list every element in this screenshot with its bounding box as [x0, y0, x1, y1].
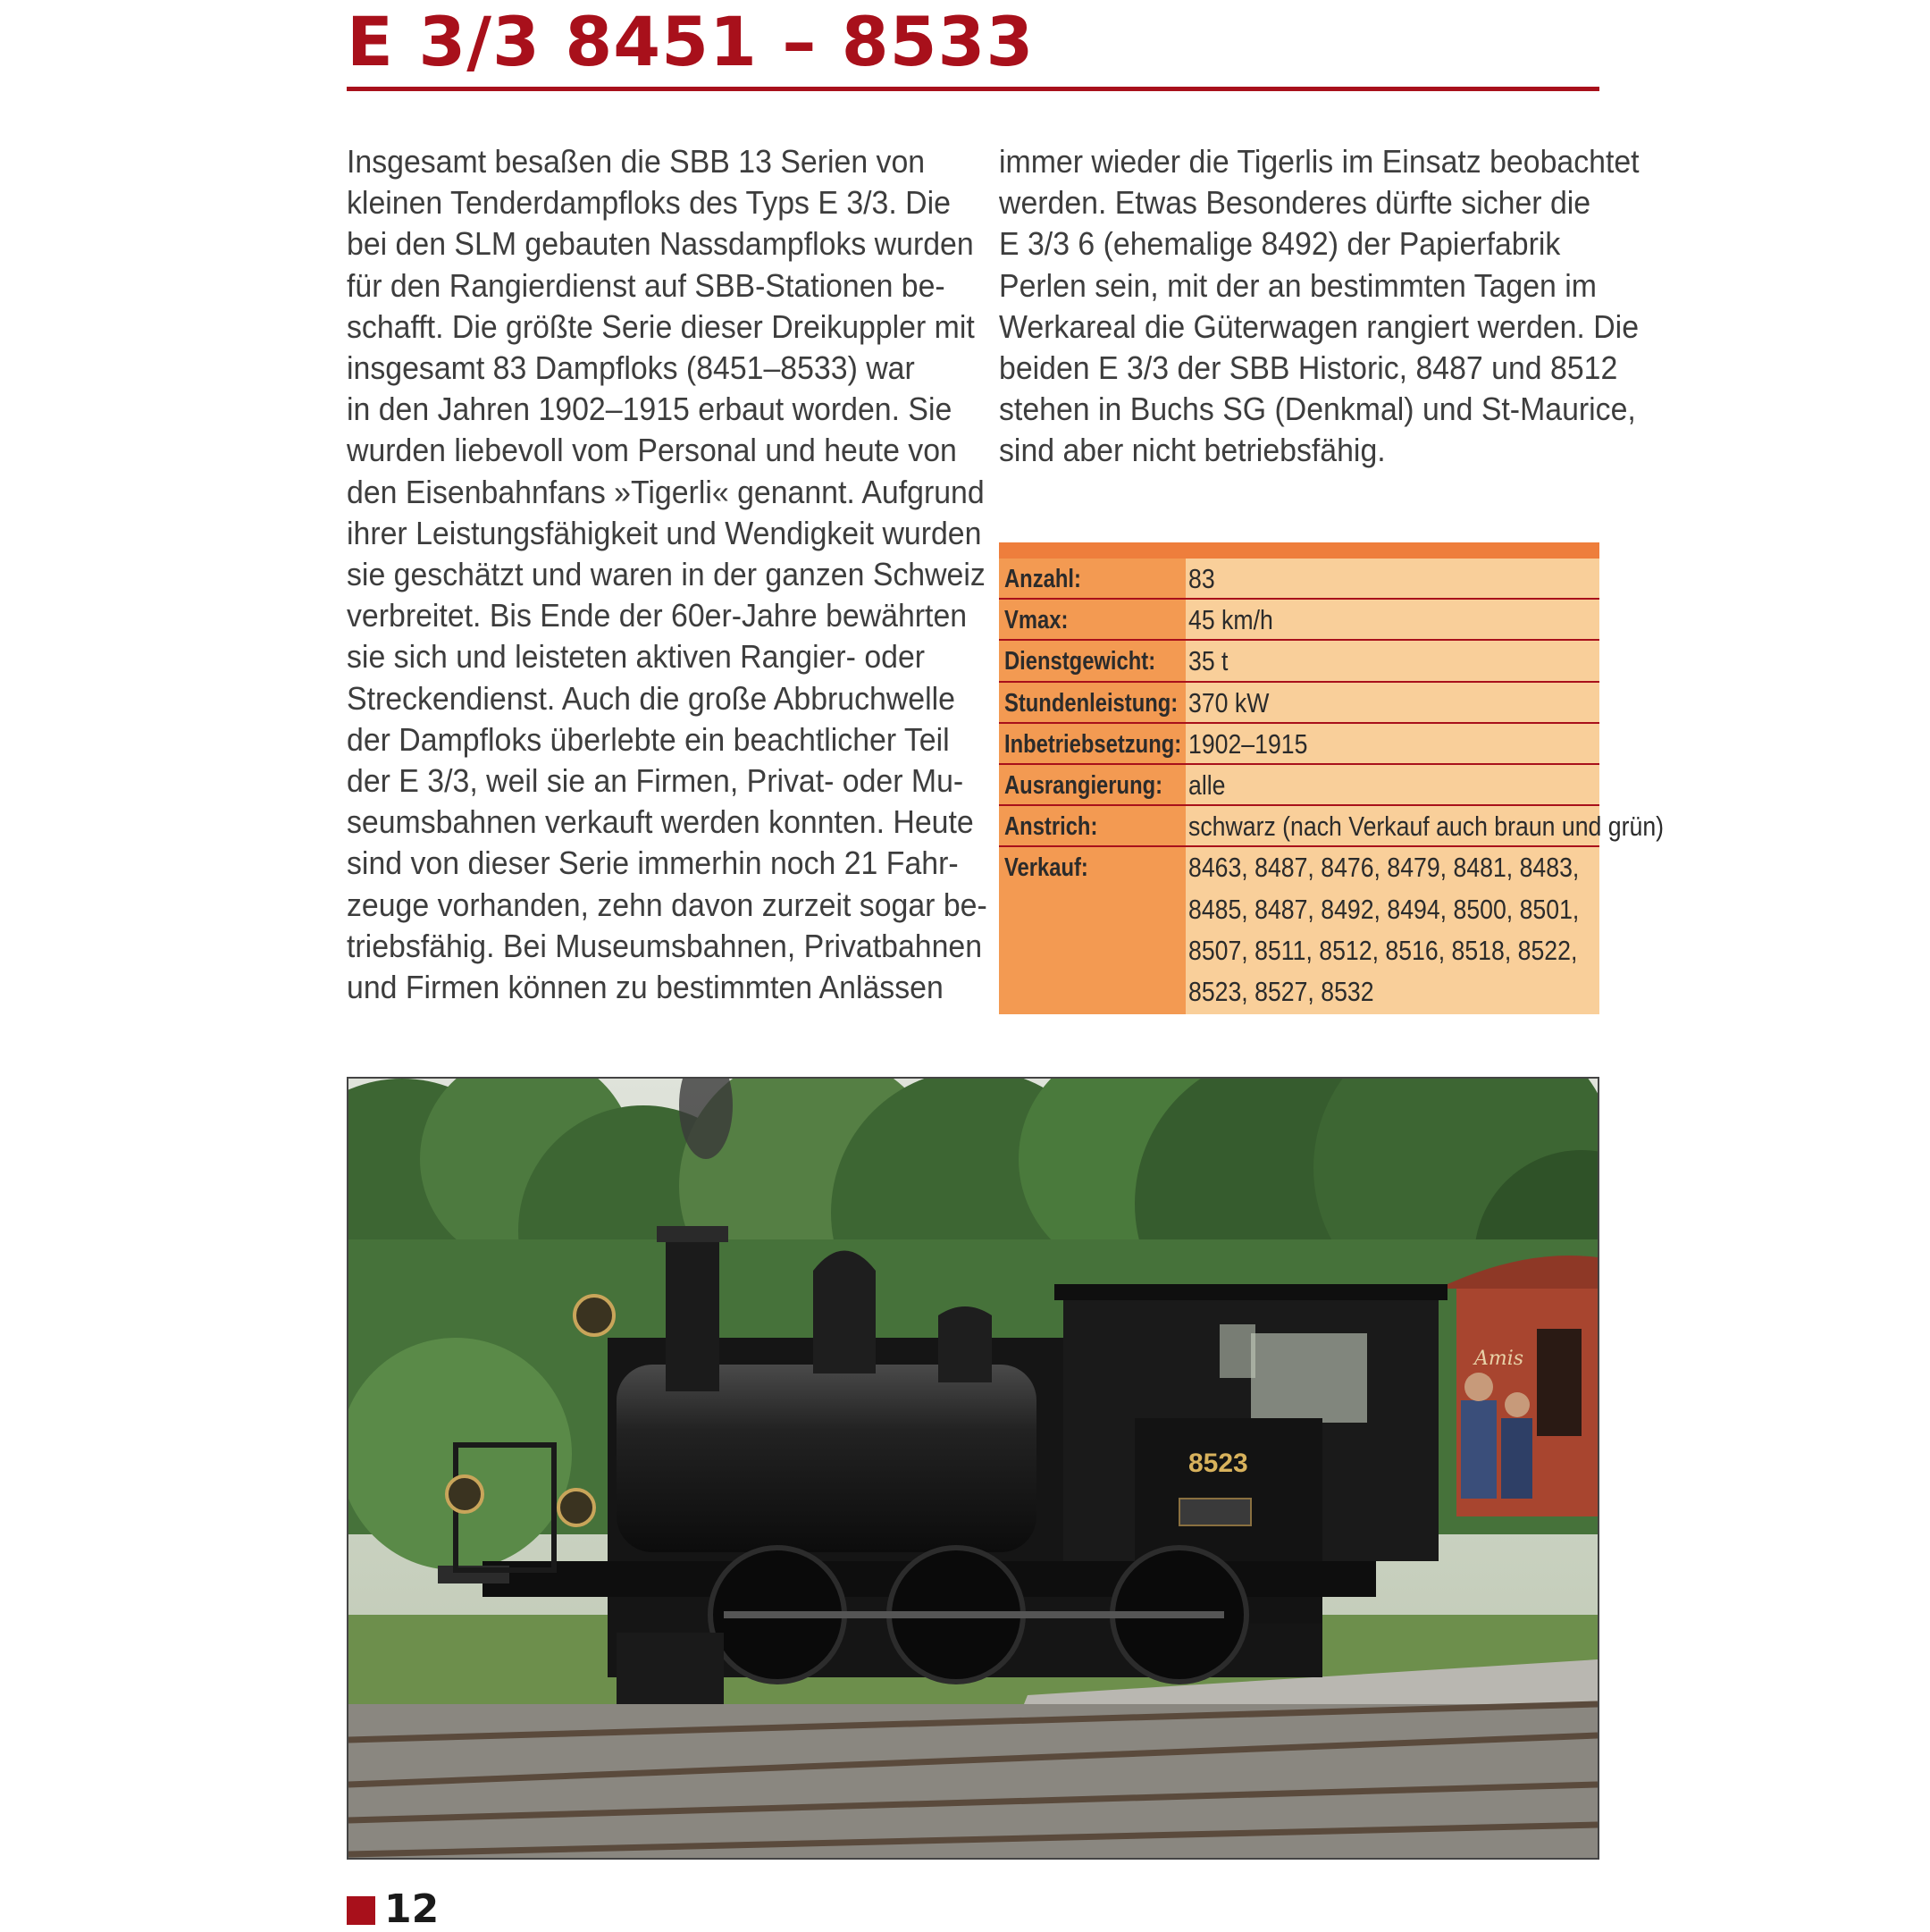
- boiler: [617, 1365, 1036, 1552]
- spec-value: 8485, 8487, 8492, 8494, 8500, 8501,: [1188, 893, 1580, 925]
- lamp: [447, 1476, 482, 1512]
- spec-key: Vmax:: [1004, 606, 1069, 635]
- body-text-left-column: [347, 141, 987, 1008]
- spec-value: 1902–1915: [1188, 727, 1308, 760]
- spec-key: Verkauf:: [1004, 853, 1088, 883]
- spec-key: Anstrich:: [1004, 812, 1098, 842]
- text-line: sie geschätzt und waren in der ganzen Schweiz: [347, 556, 986, 593]
- text-line: wurden liebevoll vom Personal und heute von: [347, 432, 957, 469]
- text-line: kleinen Tenderdampfloks des Typs E 3/3. Die: [347, 184, 951, 222]
- text-line: immer wieder die Tigerlis im Einsatz beobachtet: [999, 143, 1640, 180]
- text-line: Insgesamt besaßen die SBB 13 Serien von: [347, 143, 926, 180]
- text-line: bei den SLM gebauten Nassdampfloks wurden: [347, 225, 974, 263]
- text-line: ihrer Leistungsfähigkeit und Wendigkeit wurden: [347, 514, 982, 551]
- spec-value: 8463, 8487, 8476, 8479, 8481, 8483,: [1188, 852, 1580, 884]
- spec-key: Dienstgewicht:: [1004, 647, 1156, 676]
- spec-key: Anzahl:: [1004, 565, 1081, 593]
- wagon-lettering: Amis: [1474, 1348, 1524, 1370]
- lamp: [575, 1296, 614, 1335]
- locomotive-photo: [347, 1077, 1599, 1860]
- spec-value: 8523, 8527, 8532: [1188, 975, 1374, 1007]
- spec-value: 8507, 8511, 8512, 8516, 8518, 8522,: [1188, 934, 1578, 966]
- text-line: der Dampfloks überlebte ein beachtlicher Teil: [347, 720, 950, 758]
- text-line: sind aber nicht betriebsfähig.: [999, 432, 1386, 469]
- text-line: für den Rangierdienst auf SBB-Stationen be-: [347, 266, 945, 304]
- chimney: [666, 1235, 719, 1391]
- spec-key: Inbetriebsetzung:: [1004, 729, 1182, 759]
- text-line: verbreitet. Bis Ende der 60er-Jahre bewährten: [347, 597, 968, 634]
- steam-dome: [813, 1251, 876, 1374]
- body-text-right-column: [999, 141, 1640, 472]
- text-line: schafft. Die größte Serie dieser Dreikuppler mit: [347, 307, 975, 345]
- spec-value: alle: [1188, 769, 1226, 801]
- spec-row: [999, 559, 1599, 600]
- text-line: Perlen sein, mit der an bestimmten Tagen im: [999, 266, 1597, 304]
- spec-value: schwarz (nach Verkauf auch braun und grün): [1188, 811, 1665, 843]
- text-line: seumsbahnen verkauft werden konnten. Heute: [347, 803, 974, 841]
- page-number: 12: [384, 1886, 440, 1932]
- spec-row: [999, 847, 1599, 1012]
- text-line: und Firmen können zu bestimmten Anlässen: [347, 969, 944, 1006]
- page-number-marker: [347, 1896, 375, 1925]
- loco-number: 8523: [1188, 1449, 1248, 1478]
- spec-key: Ausrangierung:: [1004, 771, 1163, 800]
- text-line: beiden E 3/3 der SBB Historic, 8487 und 8512: [999, 349, 1618, 387]
- locomotive-illustration: [348, 1079, 1598, 1858]
- text-line: den Eisenbahnfans »Tigerli« genannt. Aufgrund: [347, 473, 985, 510]
- spec-row: [999, 641, 1599, 682]
- text-line: insgesamt 83 Dampfloks (8451–8533) war: [347, 349, 915, 387]
- spec-row: [999, 806, 1665, 847]
- spec-row: [999, 683, 1599, 724]
- text-line: Streckendienst. Auch die große Abbruchwelle: [347, 679, 955, 717]
- text-line: der E 3/3, weil sie an Firmen, Privat- oder Mu-: [347, 762, 964, 800]
- text-line: Werkareal die Güterwagen rangiert werden. Die: [999, 307, 1640, 345]
- spec-value: 35 t: [1188, 645, 1229, 677]
- spec-value: 83: [1188, 563, 1215, 594]
- page-title: E 3/3 8451 – 8533: [347, 2, 1035, 81]
- text-line: zeuge vorhanden, zehn davon zurzeit sogar be-: [347, 886, 987, 923]
- spec-key: Stundenleistung:: [1004, 688, 1179, 718]
- lamp: [558, 1490, 594, 1525]
- text-line: stehen in Buchs SG (Denkmal) und St-Maurice,: [999, 391, 1636, 428]
- spec-value: 370 kW: [1188, 686, 1270, 718]
- spec-row: [999, 600, 1599, 641]
- text-line: werden. Etwas Besonderes dürfte sicher die: [999, 184, 1591, 222]
- text-line: triebsfähig. Bei Museumsbahnen, Privatbahnen: [347, 927, 983, 964]
- spec-table-header-band: [999, 542, 1599, 559]
- text-line: in den Jahren 1902–1915 erbaut worden. Sie: [347, 391, 952, 428]
- text-line: E 3/3 6 (ehemalige 8492) der Papierfabrik: [999, 225, 1561, 263]
- title-rule: [347, 87, 1599, 91]
- spec-row: [999, 724, 1599, 765]
- spec-value: 45 km/h: [1188, 604, 1273, 636]
- spec-row: [999, 765, 1599, 806]
- text-line: sind von dieser Serie immerhin noch 21 Fahr-: [347, 844, 959, 882]
- text-line: sie sich und leisteten aktiven Rangier- oder: [347, 638, 926, 676]
- spec-table: [999, 542, 1665, 1014]
